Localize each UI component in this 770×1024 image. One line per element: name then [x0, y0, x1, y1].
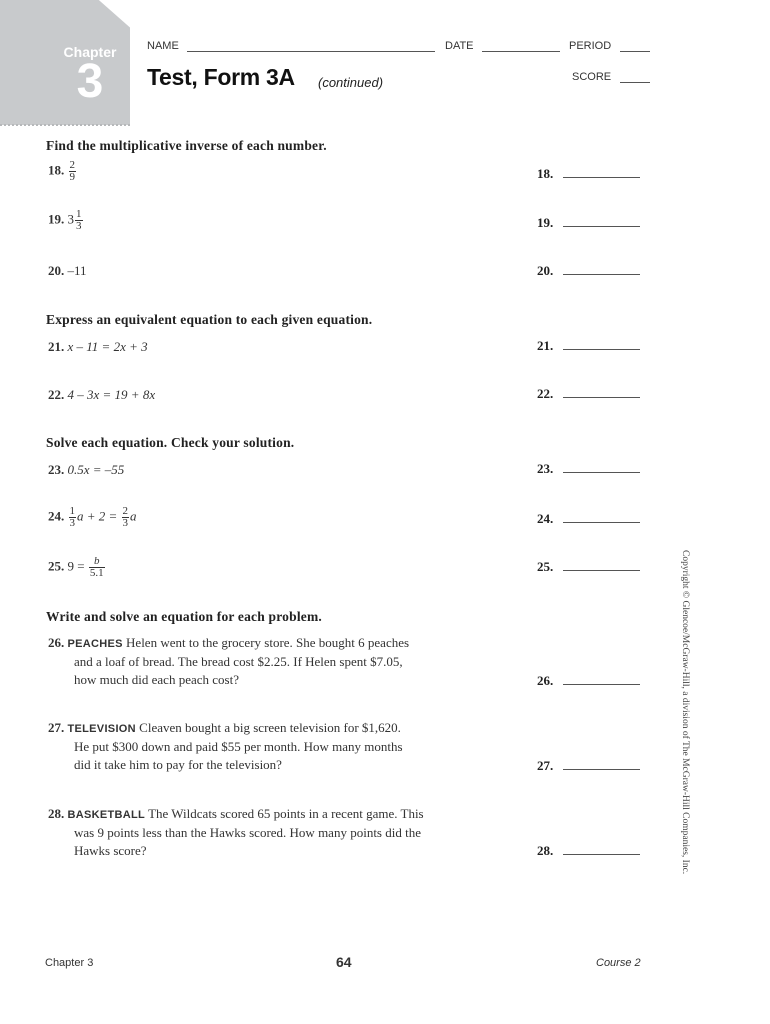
question-26 — [48, 634, 518, 689]
question-line: how much did each peach cost? — [74, 672, 239, 687]
question-number: 24. — [48, 508, 65, 524]
question-number: 23. — [48, 462, 65, 477]
denominator: 3 — [76, 220, 82, 232]
answer-blank-18[interactable] — [563, 177, 640, 178]
score-label: SCORE — [572, 71, 612, 83]
equation: 0.5x = –55 — [67, 462, 125, 477]
date-label: DATE — [445, 40, 474, 52]
question-text: –11 — [67, 263, 87, 278]
section-instruction-3: Solve each equation. Check your solution. — [46, 435, 295, 450]
numerator: 1 — [76, 208, 82, 220]
question-22 — [48, 387, 155, 403]
question-number: 26. — [48, 635, 65, 650]
name-field[interactable] — [187, 51, 435, 52]
answer-blank-20[interactable] — [563, 274, 640, 275]
answer-label-25: 25. — [537, 559, 554, 574]
tab-divider — [0, 124, 130, 128]
equation: 4 – 3x = 19 + 8x — [67, 387, 156, 402]
answer-blank-24[interactable] — [563, 522, 640, 523]
answer-label-27: 27. — [537, 758, 554, 773]
answer-label-22: 22. — [537, 386, 554, 401]
question-number: 21. — [48, 339, 65, 354]
denominator: 3 — [69, 517, 75, 529]
answer-label-23: 23. — [537, 461, 554, 476]
fraction — [75, 209, 83, 232]
numerator: b — [89, 556, 105, 568]
question-number: 22. — [48, 387, 65, 402]
question-number: 28. — [48, 806, 65, 821]
equation-lhs: 9 = — [67, 558, 85, 574]
answer-label-21: 21. — [537, 338, 554, 353]
numerator: 2 — [122, 505, 129, 517]
section-instruction-2: Express an equivalent equation to each given equation. — [46, 312, 373, 327]
answer-blank-22[interactable] — [563, 397, 640, 398]
name-label: NAME — [147, 40, 179, 52]
answer-label-20: 20. — [537, 263, 554, 278]
question-line: did it take him to pay for the television? — [74, 757, 282, 772]
question-18 — [48, 160, 77, 183]
question-27 — [48, 719, 518, 774]
answer-blank-23[interactable] — [563, 472, 640, 473]
question-category: TELEVISION — [67, 723, 136, 735]
equation-middle: a + 2 = — [77, 508, 118, 524]
denominator: 9 — [69, 171, 75, 183]
question-line: and a loaf of bread. The bread cost $2.25. If Helen spent $7.05, — [74, 654, 403, 669]
answer-blank-25[interactable] — [563, 570, 640, 571]
fraction — [122, 506, 130, 529]
copyright-notice: Copyright © Glencoe/McGraw-Hill, a division of The McGraw-Hill Companies, Inc. — [680, 550, 690, 875]
numerator: 1 — [69, 505, 75, 517]
answer-blank-19[interactable] — [563, 226, 640, 227]
equation-end: a — [130, 508, 137, 524]
numerator: 2 — [69, 159, 75, 171]
denominator: 5.1 — [89, 567, 104, 579]
page-number: 64 — [336, 954, 352, 970]
question-number: 20. — [48, 263, 65, 278]
question-category: PEACHES — [67, 638, 123, 650]
fraction — [69, 160, 77, 183]
question-25 — [48, 556, 106, 579]
page-subtitle: (continued) — [318, 75, 384, 90]
answer-label-18: 18. — [537, 166, 554, 181]
denominator: 3 — [122, 517, 129, 529]
question-line: Helen went to the grocery store. She bought 6 peaches — [126, 635, 410, 650]
date-field[interactable] — [482, 51, 560, 52]
answer-blank-26[interactable] — [563, 684, 640, 685]
fraction — [69, 506, 77, 529]
period-label: PERIOD — [569, 40, 612, 52]
question-category: BASKETBALL — [67, 809, 146, 821]
period-field[interactable] — [620, 51, 650, 52]
chapter-label: Chapter — [63, 44, 117, 60]
question-line: Cleaven bought a big screen television for $1,620. — [139, 720, 401, 735]
fraction — [89, 556, 105, 579]
footer-course: Course 2 — [596, 957, 641, 969]
answer-label-24: 24. — [537, 511, 554, 526]
question-19 — [48, 209, 84, 232]
question-line: The Wildcats scored 65 points in a recent game. This — [148, 806, 424, 821]
question-20 — [48, 263, 87, 279]
score-field[interactable] — [620, 82, 650, 83]
answer-label-26: 26. — [537, 673, 554, 688]
answer-label-19: 19. — [537, 215, 554, 230]
question-number: 25. — [48, 558, 65, 574]
question-line: was 9 points less than the Hawks scored. How many points did the — [74, 825, 421, 840]
whole-number: 3 — [67, 211, 74, 227]
question-28 — [48, 805, 518, 860]
answer-blank-27[interactable] — [563, 769, 640, 770]
footer-chapter: Chapter 3 — [45, 957, 94, 969]
question-number: 19. — [48, 211, 65, 227]
section-instruction-1: Find the multiplicative inverse of each number. — [46, 138, 327, 153]
question-number: 18. — [48, 162, 65, 178]
question-21 — [48, 339, 148, 355]
answer-blank-28[interactable] — [563, 854, 640, 855]
question-23 — [48, 462, 124, 478]
page-title: Test, Form 3A — [147, 64, 295, 90]
question-line: Hawks score? — [74, 843, 147, 858]
question-number: 27. — [48, 720, 65, 735]
question-24 — [48, 506, 137, 529]
section-instruction-4: Write and solve an equation for each problem. — [46, 609, 323, 624]
chapter-number: 3 — [76, 55, 104, 108]
equation: x – 11 = 2x + 3 — [67, 339, 148, 354]
answer-blank-21[interactable] — [563, 349, 640, 350]
answer-label-28: 28. — [537, 843, 554, 858]
question-line: He put $300 down and paid $55 per month. How many months — [74, 739, 403, 754]
